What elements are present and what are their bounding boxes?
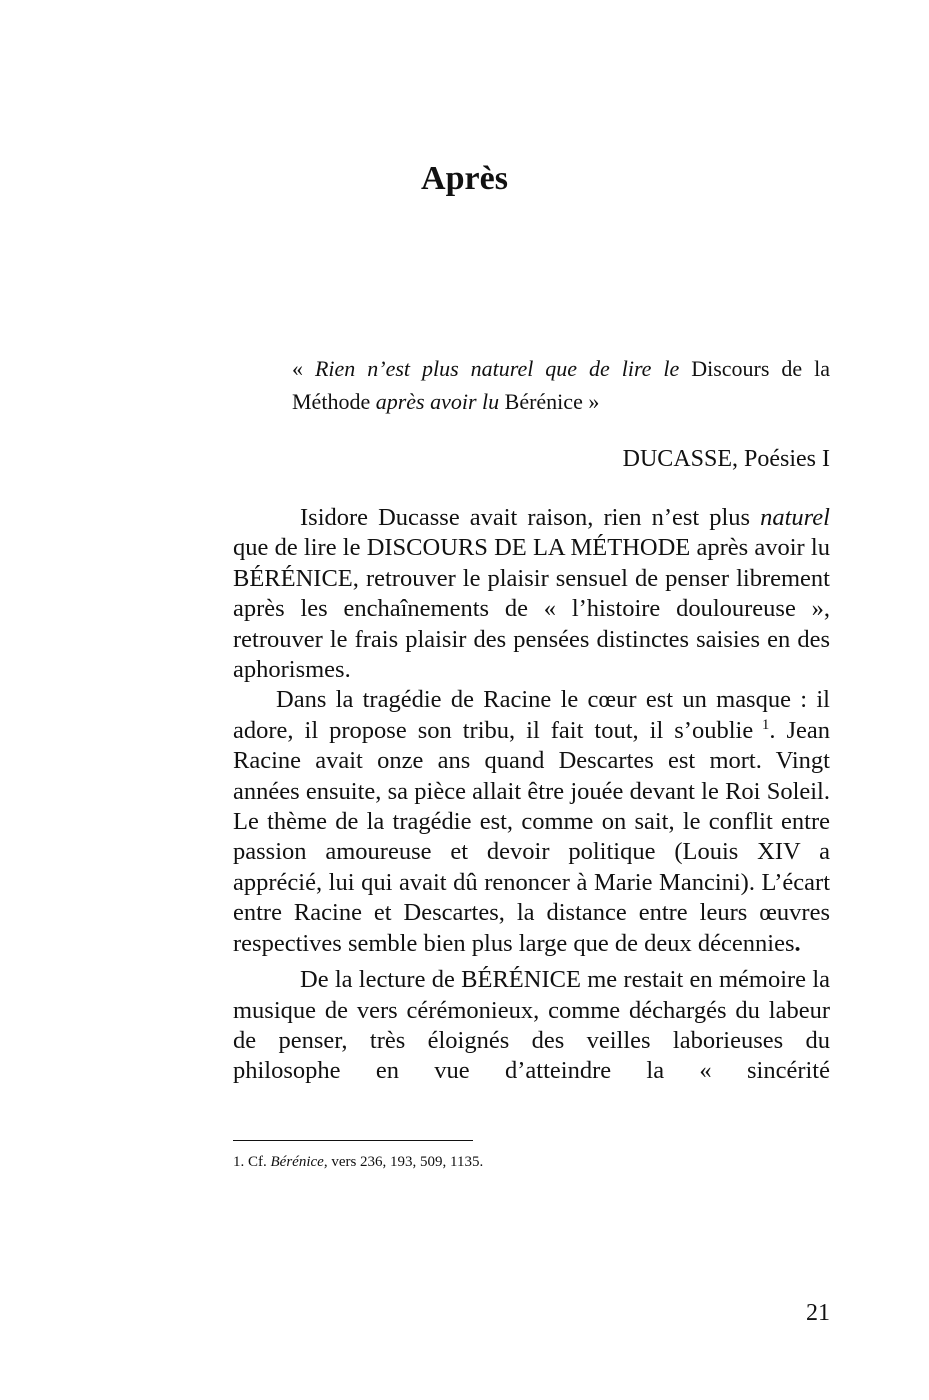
footnote-separator: [233, 1140, 473, 1141]
footnote-italic: Bérénice: [270, 1154, 324, 1170]
paragraph-2-part2: . Jean Racine avait onze ans quand Descartes est mort. Vingt années ensuite, sa pièce allait être jouée devant le Roi Soleil. Le thème de la tragédie est, comme on sait, le conflit entre passion amoureuse et devoir politique (Louis XIV a apprécié, lui qui avait dû renoncer à Marie Mancini). L’écart entre Racine et Descartes, la distance entre leurs œuvres respectives semble bien plus large que de deux décennies: [233, 716, 830, 957]
body-text: [233, 503, 830, 1087]
epigraph-quote: [292, 352, 830, 418]
paragraph-3: De la lecture de BÉRÉNICE me restait en mémoire la musique de vers cérémonieux, comme déchargés du labeur de penser, très éloignés des veilles laborieuses du philosophe en vue d’atteindre la « sincérité: [233, 966, 830, 1085]
paragraph-1-italic: naturel: [760, 504, 830, 531]
epigraph-roman-2: Bérénice »: [499, 389, 600, 414]
footnote: [233, 1152, 483, 1172]
page-number: 21: [806, 1300, 830, 1326]
paragraph-2-end-mark: .: [794, 929, 801, 957]
paragraph-1: [233, 503, 830, 685]
footnote-reference[interactable]: 1: [753, 716, 770, 733]
footnote-rest: , vers 236, 193, 509, 1135.: [323, 1154, 484, 1170]
paragraph-2: [233, 685, 830, 959]
chapter-title: Après: [421, 160, 508, 197]
epigraph-quote-open: «: [292, 356, 315, 381]
paragraph-1-part2: que de lire le DISCOURS DE LA MÉTHODE après avoir lu BÉRÉNICE, retrouver le plaisir sensuel de penser librement après les enchaînements de « l’histoire douloureuse », retrouver le frais plaisir des pensées distinctes saisies en des aphorismes.: [233, 534, 830, 684]
epigraph-italic-2: après avoir lu: [375, 389, 500, 414]
paragraph-2-part1: Dans la tragédie de Racine le cœur est un masque : il adore, il propose son tribu, il fait tout, il s’oublie: [233, 686, 830, 744]
epigraph-italic-1: Rien n’est plus naturel que de lire le: [314, 356, 680, 381]
epigraph-roman-1: Discours de la Méthode: [292, 356, 831, 414]
paragraph-1-part1: Isidore Ducasse avait raison, rien n’est plus: [300, 504, 761, 531]
epigraph-source: DUCASSE, Poésies I: [622, 446, 830, 472]
footnote-prefix: 1. Cf.: [233, 1154, 271, 1170]
